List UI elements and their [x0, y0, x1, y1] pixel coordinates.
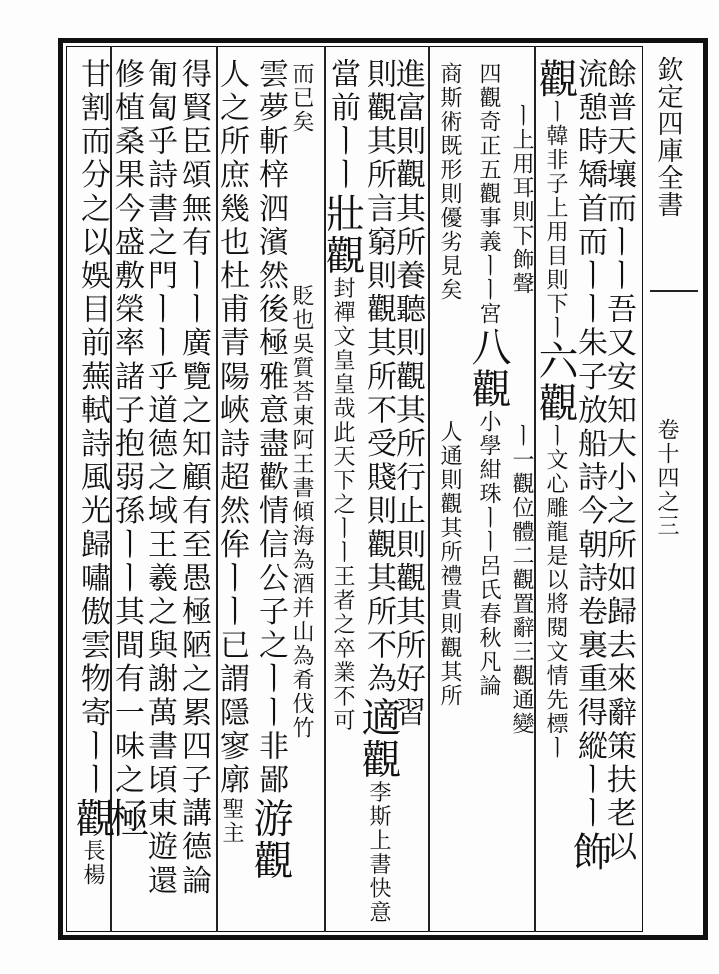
column-text: ㅣ一觀位體二觀置辭三觀通變 — [509, 424, 534, 736]
entry-heading: 適觀 — [355, 696, 401, 781]
column-text: 人通則觀其所禮貴則觀其所 — [437, 420, 462, 708]
column-text: 商斯術既形則優劣見矣 — [437, 62, 462, 302]
column-text: 貶也吳質荅東阿王書傾海為酒并山為肴伐竹 — [289, 284, 314, 740]
column-text: 進富則觀其所養聽則觀其所行止則觀其所好習 — [390, 58, 425, 730]
text-column-2 — [566, 58, 612, 873]
text-column-9 — [319, 58, 365, 733]
column-text: ㅣ上用耳則下飾聲 — [509, 104, 534, 296]
entry-heading: 觀 — [69, 797, 115, 840]
volume-label: 卷十四之三 — [654, 418, 679, 538]
entry-heading: 極 — [103, 797, 149, 840]
column-text: 李斯上書快意 — [366, 780, 391, 925]
column-text: ㅣ文心雕龍是以將閱文情先標ㅣ — [543, 424, 568, 760]
column-text: 人之所庶幾也杜甫青陽峽詩超然侔ㅣㅣ已謂隱寥廓 — [214, 58, 249, 798]
text-column-15 — [103, 58, 149, 840]
text-column-13 — [176, 58, 211, 898]
text-column-12 — [214, 58, 249, 846]
column-text: 而已矣 — [289, 62, 314, 134]
column-note: 長楊 — [80, 839, 105, 888]
entry-heading: 六觀 — [532, 340, 578, 424]
column-text: 則觀其所言窮則觀其所不受賤則觀其所不為 — [361, 58, 396, 697]
text-column-6 — [438, 62, 460, 708]
column-text: 匍匐乎詩書之門ㅣㅣ乎道德之域王羲之與謝萬書頃東遊還 — [142, 58, 177, 898]
text-column-16 — [69, 58, 115, 888]
column-text: 封禪文皇皇哉此天下之ㅣㅣ王者之卒業不可 — [330, 276, 355, 733]
column-text: 餘普天壤而ㅣㅣ吾又安知大小之所如歸去來辭策扶老以 — [601, 58, 636, 865]
column-text: 小學紺珠ㅣㅣ呂氏春秋凡論 — [476, 410, 501, 698]
text-column-4 — [510, 104, 532, 736]
text-column-14 — [142, 58, 177, 898]
text-column-8 — [355, 58, 401, 925]
text-column-5 — [465, 62, 511, 698]
entry-heading: 壯觀 — [319, 192, 365, 277]
entry-heading: 游觀 — [247, 797, 293, 882]
entry-heading: 八觀 — [465, 326, 511, 410]
column-text: ㅣ韓非子上用目則下ㅣ — [543, 100, 568, 340]
text-column-10 — [290, 62, 312, 740]
column-text: 四觀奇正五觀事義ㅣㅣ宮 — [476, 62, 501, 326]
library-title: 欽定四庫全書 — [653, 56, 683, 218]
header-divider — [650, 290, 698, 292]
text-column-11 — [247, 58, 293, 882]
column-text: 甘割而分之以娛目前蕪軾詩風光歸嘯傲雲物寄ㅣㅣ — [75, 58, 110, 798]
entry-heading: 飾 — [566, 830, 612, 873]
column-text: 當前ㅣㅣ — [325, 58, 360, 193]
column-text: 得賢臣頌無有ㅣㅣ廣覽之知顧有至愚極陋之累四子講德論 — [176, 58, 211, 898]
column-note: 聖主 — [219, 797, 244, 846]
column-text: 流憩時矯首而ㅣㅣ朱子放船詩今朝詩卷裏重得縱ㅣㅣ — [572, 58, 607, 831]
entry-heading: 觀 — [532, 58, 578, 100]
text-column-3 — [532, 58, 578, 760]
column-text: 雲夢斬梓泗濱然後極雅意盡歡情信公子之ㅣㅣ非鄙 — [253, 58, 288, 798]
column-text: 修植桑果今盛敷榮率諸子抱弱孫ㅣㅣ其間有一味之 — [109, 58, 144, 798]
column-rule — [428, 46, 430, 932]
